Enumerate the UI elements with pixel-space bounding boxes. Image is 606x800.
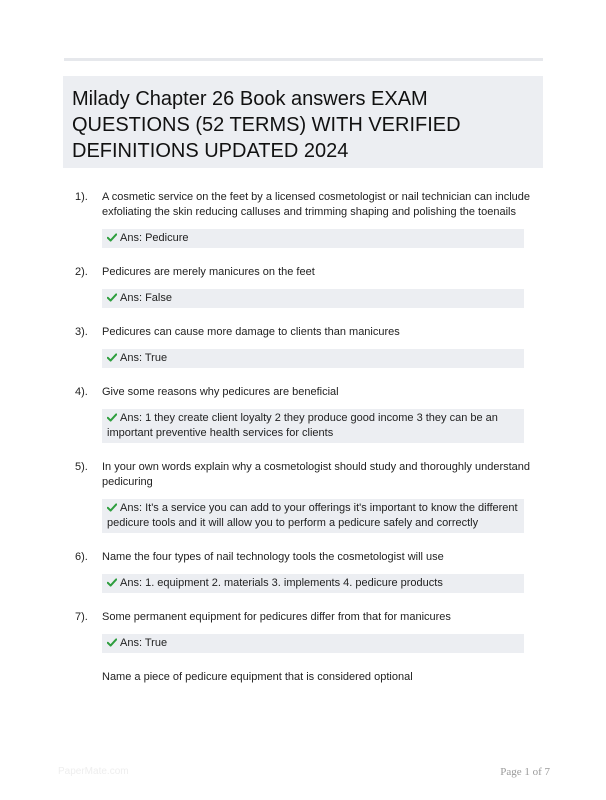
question-number: 4). <box>75 386 88 398</box>
answer-box <box>102 409 524 443</box>
question-number: 7). <box>75 611 88 623</box>
check-icon <box>107 293 117 302</box>
check-icon <box>107 638 117 647</box>
qa-item <box>75 265 535 308</box>
top-divider <box>64 58 543 61</box>
answer-box <box>102 289 524 308</box>
question-row <box>75 550 535 565</box>
qa-item <box>75 460 535 533</box>
answer-prefix: Ans: <box>120 292 146 304</box>
question-text: In your own words explain why a cosmetologist should study and thoroughly understand pedicuring <box>102 461 531 488</box>
check-icon <box>107 233 117 242</box>
footer-watermark: PaperMate.com <box>58 766 129 777</box>
question-row <box>75 265 535 280</box>
qa-item <box>75 610 535 653</box>
answer-prefix: Ans: <box>120 577 146 589</box>
question-row <box>75 385 535 400</box>
qa-item <box>75 550 535 593</box>
trailing-question-row <box>75 670 535 685</box>
question-text: Name a piece of pedicure equipment that is considered optional <box>102 671 413 683</box>
answer-prefix: Ans: <box>120 352 145 364</box>
answer-text: 1 they create client loyalty 2 they produce good income 3 they can be an important preventive health services for clients <box>107 412 498 439</box>
check-icon <box>107 413 117 422</box>
question-text: Pedicures are merely manicures on the feet <box>102 266 315 278</box>
answer-text: False <box>145 292 172 304</box>
answer-prefix: Ans: <box>120 637 145 649</box>
answer-prefix: Ans: <box>120 502 146 514</box>
question-text: Pedicures can cause more damage to clients than manicures <box>102 326 400 338</box>
qa-list <box>75 190 535 685</box>
answer-prefix: Ans: <box>120 412 146 424</box>
check-icon <box>107 353 117 362</box>
question-row <box>75 190 535 220</box>
answer-text: Pedicure <box>145 232 189 244</box>
question-text: Name the four types of nail technology tools the cosmetologist will use <box>102 551 444 563</box>
answer-text: True <box>144 637 168 649</box>
question-text: A cosmetic service on the feet by a licensed cosmetologist or nail technician can include exfoliating the skin reducing calluses and trimming shaping and polishing the toenails <box>102 191 531 218</box>
answer-prefix: Ans: <box>120 232 146 244</box>
answer-box <box>102 229 524 248</box>
question-number: 3). <box>75 326 88 338</box>
question-text: Give some reasons why pedicures are beneficial <box>102 386 339 398</box>
question-row <box>75 610 535 625</box>
answer-box <box>102 574 524 593</box>
page-indicator: Page 1 of 7 <box>500 766 550 778</box>
qa-item <box>75 190 535 248</box>
check-icon <box>107 503 117 512</box>
question-number: 1). <box>75 191 88 203</box>
qa-item <box>75 325 535 368</box>
question-text: Some permanent equipment for pedicures differ from that for manicures <box>102 611 451 623</box>
answer-box <box>102 349 524 368</box>
answer-text: True <box>144 352 168 364</box>
question-row <box>75 460 535 490</box>
question-number: 2). <box>75 266 88 278</box>
answer-text: It's a service you can add to your offerings it's important to know the different pedicure tools and it will allow you to perform a pedicure safely and correctly <box>107 502 518 529</box>
title-box <box>63 76 543 168</box>
question-number: 6). <box>75 551 88 563</box>
answer-box <box>102 634 524 653</box>
answer-text: 1. equipment 2. materials 3. implements 4. pedicure products <box>145 577 443 589</box>
check-icon <box>107 578 117 587</box>
question-row <box>75 325 535 340</box>
qa-item <box>75 385 535 443</box>
document-title: Milady Chapter 26 Book answers EXAM QUESTIONS (52 TERMS) WITH VERIFIED DEFINITIONS UPDATED 2024 <box>72 88 461 162</box>
question-number: 5). <box>75 461 88 473</box>
answer-box <box>102 499 524 533</box>
